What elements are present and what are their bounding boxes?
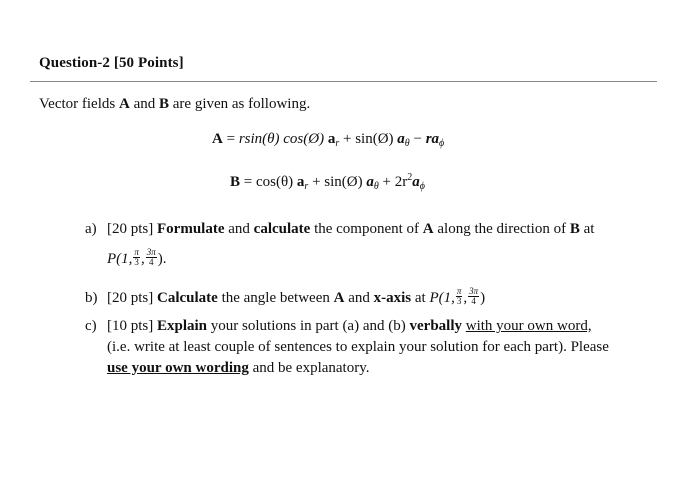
part-a-fraction-1 <box>133 248 140 267</box>
part-b-xaxis: x-axis <box>373 289 412 306</box>
part-b-text2: at <box>411 289 430 306</box>
eq-a-minus: − <box>409 131 426 147</box>
eq-b-lhs: B <box>230 174 241 190</box>
part-a-f2-num: 3π <box>146 247 156 257</box>
eq-a-equals: = <box>222 131 239 147</box>
eq-b-sub-phi: ϕ <box>419 181 425 192</box>
eq-a-sub-theta: θ <box>404 138 410 149</box>
part-c-points: [10 pts] <box>107 318 157 334</box>
question-title: Question-2 [50 Points] <box>39 55 184 71</box>
part-c-verb: Explain <box>157 318 208 334</box>
eq-a-term2: + sin(Ø) <box>339 131 398 147</box>
part-a-verb1: Formulate <box>157 221 225 237</box>
part-b-vector-a: A <box>333 289 345 306</box>
part-a-point-comma: , <box>140 250 145 267</box>
part-a-fraction-2 <box>146 248 157 267</box>
part-b-point-suffix: ) <box>480 289 486 306</box>
part-b-label: b) <box>85 289 98 306</box>
part-a-point <box>107 247 167 269</box>
eq-a-sub-phi: ϕ <box>439 138 445 149</box>
eq-b-sub-theta: θ <box>373 181 379 192</box>
part-a-text1: the component of <box>310 221 423 237</box>
eq-b-unit-theta: a <box>366 174 374 190</box>
part-a-label: a) <box>85 221 97 237</box>
eq-a-term3: ra <box>425 131 440 147</box>
eq-b-term2: + sin(Ø) <box>308 174 367 190</box>
part-c-line-3-suffix: and be explanatory. <box>248 360 370 376</box>
part-b-point-comma: , <box>463 289 468 306</box>
eq-a-sub-r: r <box>335 138 340 149</box>
part-a-and: and <box>224 221 254 237</box>
eq-a-unit-theta: a <box>397 131 405 147</box>
part-b-f2-num: 3π <box>469 286 479 296</box>
eq-b-sup: 2 <box>407 172 413 183</box>
intro-vector-a: A <box>118 96 130 112</box>
part-b-fraction-1 <box>456 287 463 306</box>
eq-a-unit-r: a <box>327 131 336 147</box>
eq-b-sub-r: r <box>304 181 309 192</box>
intro-suffix: are given as following. <box>169 96 311 112</box>
intro-prefix: Vector fields <box>39 96 119 112</box>
eq-b-unit-r: a <box>296 174 305 190</box>
part-a-text3: at <box>579 221 595 237</box>
part-c-underline-1: with your own word, <box>465 318 592 334</box>
part-b-verb: Calculate <box>157 289 218 306</box>
part-b-f1-num: π <box>456 286 462 296</box>
part-a-point-suffix: ). <box>157 250 167 267</box>
part-b-text1: the angle between <box>217 289 334 306</box>
part-a-f1-num: π <box>134 247 139 257</box>
eq-a-lhs: A <box>212 131 223 147</box>
intro-text <box>39 96 310 113</box>
part-b-fraction-2 <box>468 287 479 306</box>
part-a <box>85 221 594 238</box>
intro-vector-b: B <box>159 96 170 112</box>
eq-b-unit-phi: a <box>412 174 420 190</box>
intro-and: and <box>129 96 159 112</box>
part-a-vector-b: B <box>569 221 580 237</box>
part-c-label: c) <box>85 318 97 334</box>
eq-b-term3: + 2r <box>378 174 408 190</box>
equation-b <box>230 172 425 192</box>
part-b-and: and <box>344 289 374 306</box>
part-a-verb2: calculate <box>253 221 311 237</box>
part-a-text2: along the direction of <box>433 221 570 237</box>
part-c <box>85 318 592 335</box>
part-c-text1: your solutions in part (a) and (b) <box>207 318 410 334</box>
part-b-f1-den: 3 <box>456 296 462 306</box>
part-a-f2-den: 4 <box>148 257 154 267</box>
part-a-f1-den: 3 <box>134 257 139 267</box>
eq-b-term1: = cos(θ) <box>240 174 297 190</box>
part-a-vector-a: A <box>422 221 434 237</box>
part-c-line-2: (i.e. write at least couple of sentences to explain your solution for each part). Please <box>107 339 609 355</box>
part-b-point-prefix: P(1, <box>429 289 455 306</box>
part-c-verbally: verbally <box>409 318 462 334</box>
divider <box>30 81 657 82</box>
eq-a-term1: rsin(θ) cos(Ø) <box>238 131 328 147</box>
equation-a <box>212 131 444 149</box>
part-c-line-3 <box>107 360 370 377</box>
part-a-point-prefix: P(1, <box>107 250 133 267</box>
part-a-points: [20 pts] <box>107 221 157 237</box>
part-b-points: [20 pts] <box>107 289 157 306</box>
part-b-f2-den: 4 <box>471 296 476 306</box>
part-b <box>85 286 486 308</box>
part-c-underline-2: use your own wording <box>107 360 249 376</box>
